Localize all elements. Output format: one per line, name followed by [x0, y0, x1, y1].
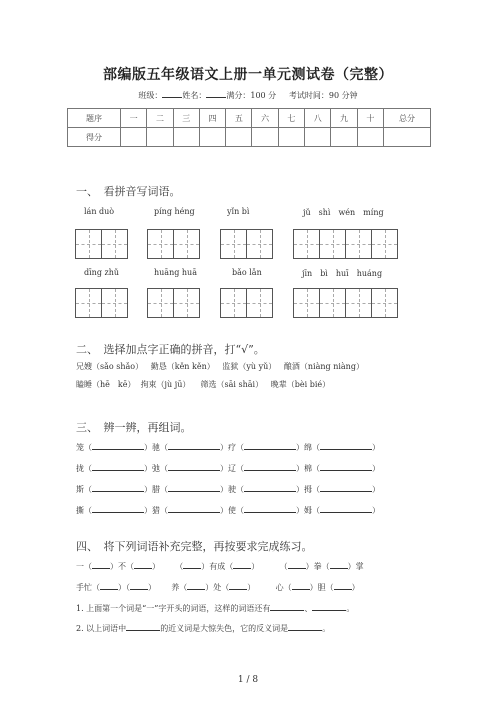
answer-blank[interactable] [92, 462, 144, 471]
score-header-cell: 七 [278, 109, 304, 128]
score-header-cell: 题序 [68, 109, 121, 128]
pinyin-label: dīng zhǔ [84, 268, 120, 277]
answer-blank[interactable] [168, 504, 220, 513]
score-input-cell[interactable] [226, 128, 252, 147]
row-text: 笼（ [76, 443, 92, 452]
row-text: ）猎（ [144, 506, 168, 515]
row-text: ） [251, 562, 260, 571]
row-text: ）处（ [205, 583, 230, 592]
answer-blank[interactable] [168, 483, 220, 492]
row-text: ）棉（ [296, 464, 320, 473]
row-text: ）胆（ [309, 583, 334, 592]
row-text: 一（ [76, 562, 92, 571]
answer-blank[interactable] [92, 483, 144, 492]
question-text: 。 [322, 624, 331, 633]
row-text: ） [148, 583, 156, 592]
answer-blank[interactable] [320, 483, 372, 492]
writing-grid-2[interactable] [220, 288, 273, 318]
score-input-cell[interactable] [384, 128, 431, 147]
row-text: ） [372, 443, 380, 452]
pinyin-choice[interactable]: 监狱（yù yǔ） [222, 362, 277, 371]
answer-blank[interactable] [244, 504, 296, 513]
score-input-cell[interactable] [278, 128, 304, 147]
score-table-score-row [68, 128, 431, 147]
score-input-cell[interactable] [147, 128, 173, 147]
answer-blank[interactable] [320, 462, 372, 471]
score-header-cell: 二 [147, 109, 173, 128]
answer-blank[interactable] [233, 560, 251, 569]
answer-blank[interactable] [292, 581, 310, 590]
answer-blank[interactable] [183, 560, 201, 569]
pinyin-label: yǐn bì [227, 207, 250, 216]
score-table-header-row [68, 109, 431, 128]
score-header-cell: 总分 [384, 109, 431, 128]
row-text: ）（ [118, 583, 130, 592]
row-text: ） [372, 485, 380, 494]
row-text: ）驰（ [144, 443, 168, 452]
question-2 [76, 622, 330, 634]
writing-grid-4[interactable] [293, 288, 398, 318]
score-input-cell[interactable] [173, 128, 199, 147]
answer-blank[interactable] [130, 581, 148, 590]
row-text: ）疗（ [220, 443, 244, 452]
pinyin-choice[interactable]: 瞌睡（hē kē） [76, 380, 136, 389]
time-label: 考试时间：90 分钟 [288, 91, 358, 100]
section2-heading: 二、 选择加点字正确的拼音，打“√”。 [76, 343, 265, 356]
row-text: ） [351, 583, 360, 592]
pinyin-label: jǔ shì wén míng [303, 208, 384, 217]
answer-blank[interactable] [244, 483, 296, 492]
row-text: 撕（ [76, 506, 92, 515]
answer-blank[interactable] [270, 602, 304, 611]
row-text: 斯（ [76, 485, 92, 494]
score-input-cell[interactable] [252, 128, 278, 147]
score-header-cell: 九 [331, 109, 357, 128]
writing-grid-2[interactable] [220, 229, 273, 259]
section3-heading: 三、 辨一辨，再组词。 [76, 421, 192, 434]
writing-grid-4[interactable] [293, 229, 398, 259]
answer-blank[interactable] [229, 581, 247, 590]
answer-blank[interactable] [312, 602, 346, 611]
row-text: ）拇（ [296, 485, 320, 494]
answer-blank[interactable] [92, 560, 110, 569]
section1-heading: 一、 看拼音写词语。 [76, 185, 181, 198]
answer-blank[interactable] [92, 504, 144, 513]
pinyin-choice[interactable]: 酿酒（niàng niàng） [283, 362, 364, 371]
exam-info [0, 89, 496, 101]
word-group-row [76, 483, 380, 495]
row-text: ）驶（ [220, 485, 244, 494]
pinyin-label: huāng huā [154, 268, 197, 277]
question-text: 。 [346, 604, 355, 613]
row-text: ）不（ [110, 562, 134, 571]
pinyin-label: jīn bì huī huáng [302, 269, 383, 278]
pinyin-choice[interactable]: 拘束（jù jū） [140, 380, 191, 389]
row-text: ）姆（ [296, 506, 320, 515]
row-text: 心（ [275, 583, 292, 592]
row-text: （ [279, 562, 288, 571]
answer-blank[interactable] [244, 462, 296, 471]
row-text: ）辽（ [220, 464, 244, 473]
row-text: ）有成（ [201, 562, 234, 571]
question-text: 的近义词是大惊失色，它的反义词是 [160, 624, 289, 633]
answer-blank[interactable] [330, 560, 348, 569]
row-text: ）腊（ [144, 485, 168, 494]
row-text: ）绵（ [296, 443, 320, 452]
section4-heading: 四、 将下列词语补充完整，再按要求完成练习。 [76, 540, 313, 553]
pinyin-choice[interactable]: 晚辈（bèi bié） [270, 380, 331, 389]
row-text: ） [152, 562, 160, 571]
pinyin-choice-line-2 [76, 379, 330, 390]
class-label: 班级： [138, 91, 163, 100]
pinyin-label: píng héng [154, 207, 195, 216]
score-input-cell[interactable] [199, 128, 225, 147]
pinyin-choice[interactable]: 勤恳（kěn kěn） [150, 362, 215, 371]
score-header-cell: 五 [226, 109, 252, 128]
row-text: 拢（ [76, 464, 92, 473]
score-input-cell[interactable] [305, 128, 331, 147]
writing-grid-2[interactable] [147, 288, 200, 318]
class-blank [162, 89, 182, 98]
row-text: ） [247, 583, 256, 592]
answer-blank[interactable] [92, 441, 144, 450]
name-label: 姓名： [182, 91, 207, 100]
answer-blank[interactable] [126, 622, 160, 631]
pinyin-choice[interactable]: 筛选（sāi shāi） [200, 380, 264, 389]
row-text: ）掌 [347, 562, 364, 571]
page-title: 部编版五年级语文上册一单元测试卷（完整） [103, 67, 393, 83]
score-header-cell: 三 [173, 109, 199, 128]
row-text: 养（ [171, 583, 188, 592]
score-header-cell: 六 [252, 109, 278, 128]
answer-blank[interactable] [320, 504, 372, 513]
score-header-cell: 八 [305, 109, 331, 128]
score-input-cell[interactable] [121, 128, 147, 147]
word-group-row [76, 462, 380, 474]
answer-blank[interactable] [334, 581, 352, 590]
word-group-row [76, 504, 380, 516]
answer-blank[interactable] [187, 581, 205, 590]
answer-blank[interactable] [168, 462, 220, 471]
score-table [67, 108, 431, 147]
row-text: ）使（ [220, 506, 244, 515]
score-row-label: 得分 [68, 128, 121, 147]
answer-blank[interactable] [168, 441, 220, 450]
score-label: 满分：100 分 [226, 91, 277, 100]
row-text: 手忙（ [76, 583, 100, 592]
answer-blank[interactable] [288, 560, 306, 569]
answer-blank[interactable] [134, 560, 152, 569]
row-text: ） [372, 464, 380, 473]
pinyin-choice-line-1 [76, 361, 364, 372]
score-input-cell[interactable] [331, 128, 357, 147]
pinyin-choice[interactable]: 兄嫂（sǎo shǎo） [76, 362, 144, 371]
pinyin-label: lán duò [84, 207, 115, 216]
writing-grid-2[interactable] [75, 288, 128, 318]
score-header-cell: 十 [357, 109, 383, 128]
answer-blank[interactable] [100, 581, 118, 590]
row-text: ） [372, 506, 380, 515]
row-text: ）拳（ [305, 562, 330, 571]
answer-blank[interactable] [244, 441, 296, 450]
question-text: 、 [304, 604, 313, 613]
name-blank [206, 89, 226, 98]
answer-blank[interactable] [320, 441, 372, 450]
score-header-cell: 一 [121, 109, 147, 128]
question-1 [76, 602, 354, 614]
writing-grid-2[interactable] [147, 229, 200, 259]
score-header-cell: 四 [199, 109, 225, 128]
page-number: 1 / 8 [237, 675, 259, 685]
score-input-cell[interactable] [357, 128, 383, 147]
row-text: （ [175, 562, 184, 571]
pinyin-label: bǎo lǎn [232, 268, 262, 277]
question-text: 2. 以上词语中 [76, 624, 127, 633]
idiom-row-1 [76, 560, 364, 572]
question-text: 1. 上面第一个词是“一”字开头的词语，这样的词语还有 [76, 604, 271, 613]
word-group-row [76, 441, 380, 453]
answer-blank[interactable] [288, 622, 322, 631]
idiom-row-2 [76, 581, 360, 593]
row-text: ）弛（ [144, 464, 168, 473]
writing-grid-2[interactable] [75, 229, 128, 259]
